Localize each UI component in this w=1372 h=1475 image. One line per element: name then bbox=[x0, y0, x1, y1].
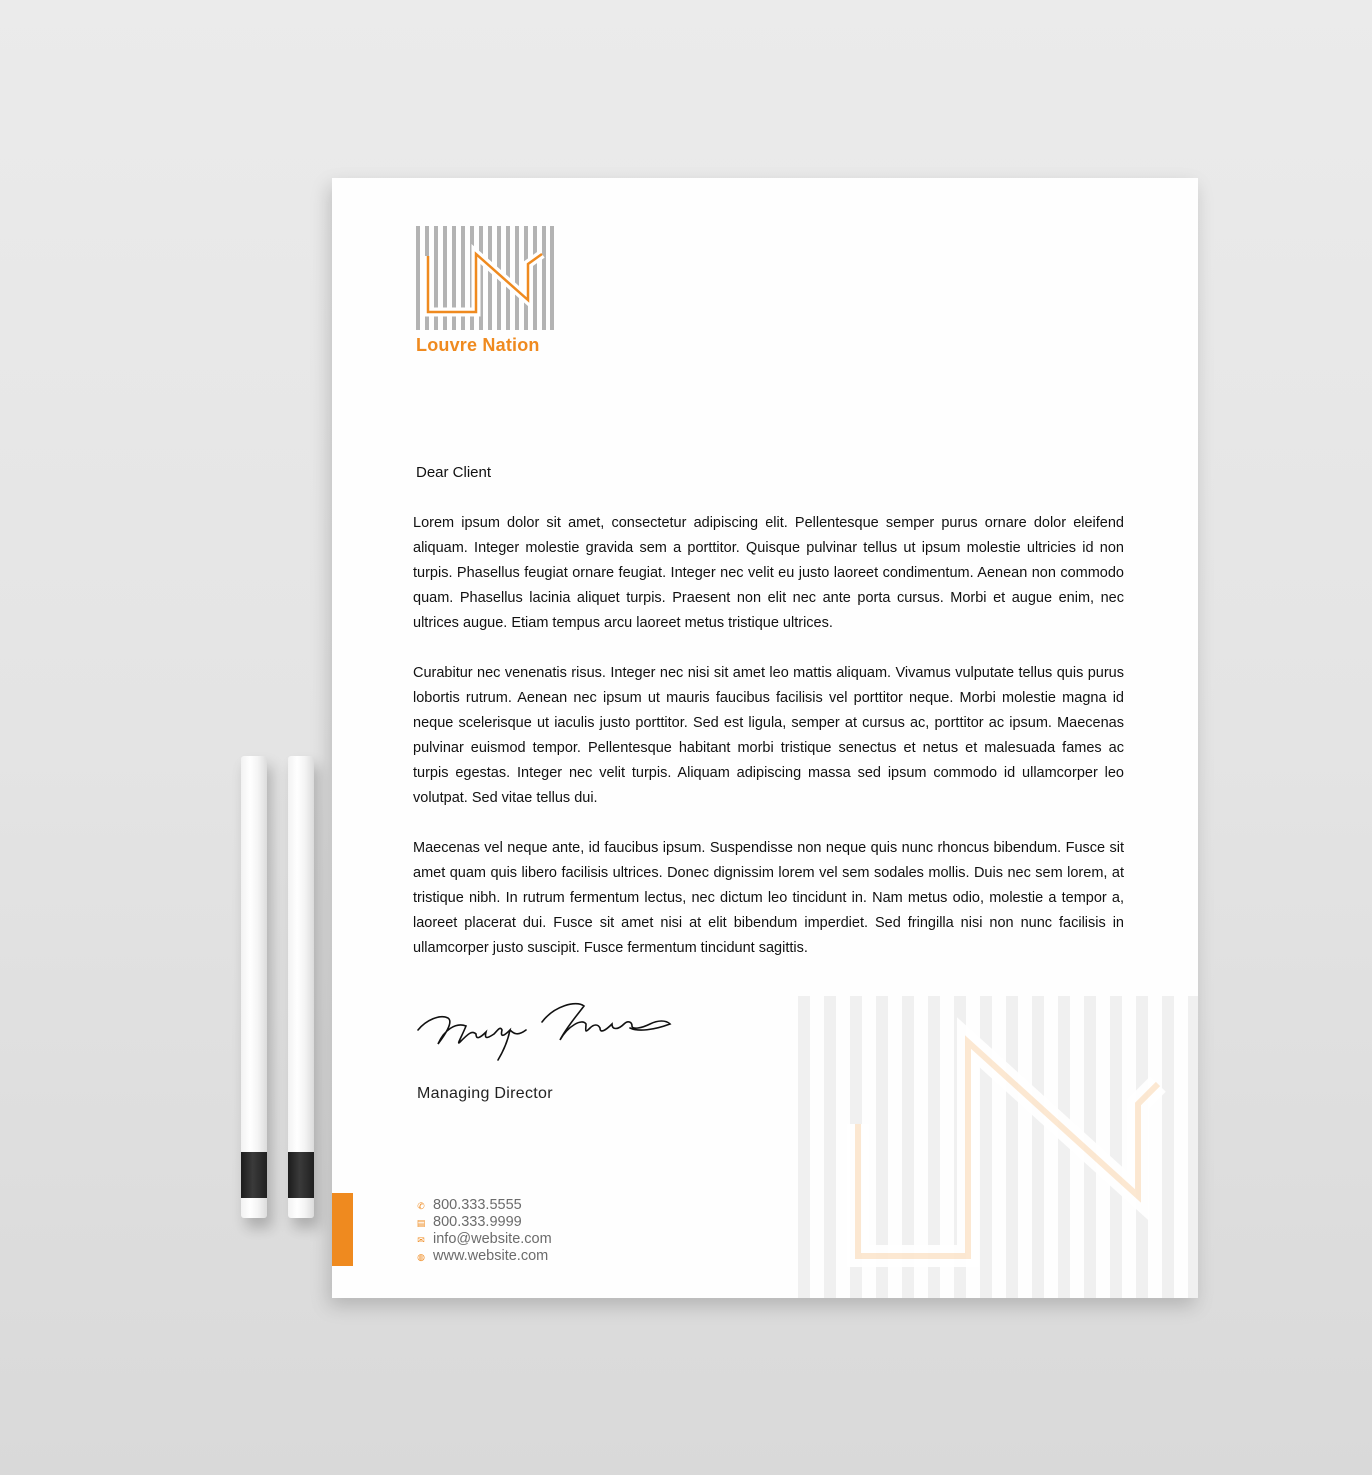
letterhead-page bbox=[332, 178, 1198, 1298]
phone-icon: ✆ bbox=[417, 1200, 425, 1211]
globe-icon: ◍ bbox=[417, 1251, 425, 1262]
letter-body bbox=[413, 511, 1124, 986]
logo-watermark bbox=[798, 996, 1198, 1298]
envelope-icon: ✉ bbox=[417, 1234, 425, 1245]
footer-accent-bar bbox=[332, 1193, 353, 1266]
letter-salutation: Dear Client bbox=[416, 464, 492, 481]
website-url: www.website.com bbox=[433, 1248, 549, 1264]
phone-number: 800.333.5555 bbox=[433, 1197, 522, 1213]
letter-paragraph: Curabitur nec venenatis risus. Integer nec nisi sit amet leo mattis aliquam. Vivamus vulputate tellus quis purus lobortis rutrum. Aenean nec ipsum ut mauris faucibus facilisis vel porttitor neque. Morbi molestie magna id neque scelerisque ut iaculis justo porttitor. Sed est ligula, semper at cursus ac, porttitor ac ipsum. Maecenas pulvinar euismod tempor. Pellentesque habitant morbi tristique senectus et netus et malesuada fames ac turpis egestas. Integer nec velit turpis. Aliquam adipiscing massa sed ipsum commodo id ullamcorper leo volutpat. Sed vitae tellus dui. bbox=[413, 665, 1124, 806]
louvre-ln-watermark-icon bbox=[798, 996, 1198, 1298]
pen-band bbox=[241, 1152, 267, 1198]
letter-paragraph: Maecenas vel neque ante, id faucibus ipsum. Suspendisse non neque quis nunc rhoncus bibendum. Fusce sit amet quam quis libero facilisis ultrices. Donec dignissim lorem vel sem sodales mollis. Duis nec sem lorem, at tristique nibh. In rutrum fermentum lectus, nec dictum leo tincidunt in. Nam metus odio, molestie a tempor a, laoreet placerat dui. Fusce sit amet nisi at elit bibendum imperdiet. Sed fringilla nisi non nunc facilisis in ullamcorper justo suscipit. Fusce fermentum tincidunt sagittis. bbox=[413, 840, 1124, 956]
signature bbox=[414, 996, 674, 1071]
contact-fax bbox=[416, 1214, 552, 1231]
brand-logo bbox=[416, 226, 558, 356]
brand-name: Louvre Nation bbox=[416, 335, 540, 355]
louvre-ln-monogram-icon bbox=[416, 226, 554, 330]
pen-left bbox=[241, 756, 267, 1218]
pen-band bbox=[288, 1152, 314, 1198]
contact-email bbox=[416, 1231, 552, 1248]
pen-right bbox=[288, 756, 314, 1218]
letter-paragraph: Lorem ipsum dolor sit amet, consectetur adipiscing elit. Pellentesque semper purus ornare dolor eleifend aliquam. Integer molestie gravida sem a porttitor. Quisque pulvinar tellus ut ipsum molestie ultricies id non turpis. Phasellus feugiat ornare feugiat. Integer nec velit eu justo laoreet condimentum. Aenean non commodo quam. Phasellus lacinia aliquet turpis. Praesent non elit nec ante porta cursus. Morbi et augue enim, nec ultrices augue. Etiam tempus arcu laoreet metus tristique ultrices. bbox=[413, 515, 1124, 631]
email-address: info@website.com bbox=[433, 1231, 552, 1247]
contact-website bbox=[416, 1248, 552, 1265]
fax-number: 800.333.9999 bbox=[433, 1214, 522, 1230]
contact-info bbox=[416, 1197, 552, 1265]
handwritten-signature-icon bbox=[414, 996, 674, 1066]
signatory-role: Managing Director bbox=[417, 1085, 553, 1102]
fax-icon: ▤ bbox=[416, 1217, 426, 1228]
contact-phone bbox=[416, 1197, 552, 1214]
